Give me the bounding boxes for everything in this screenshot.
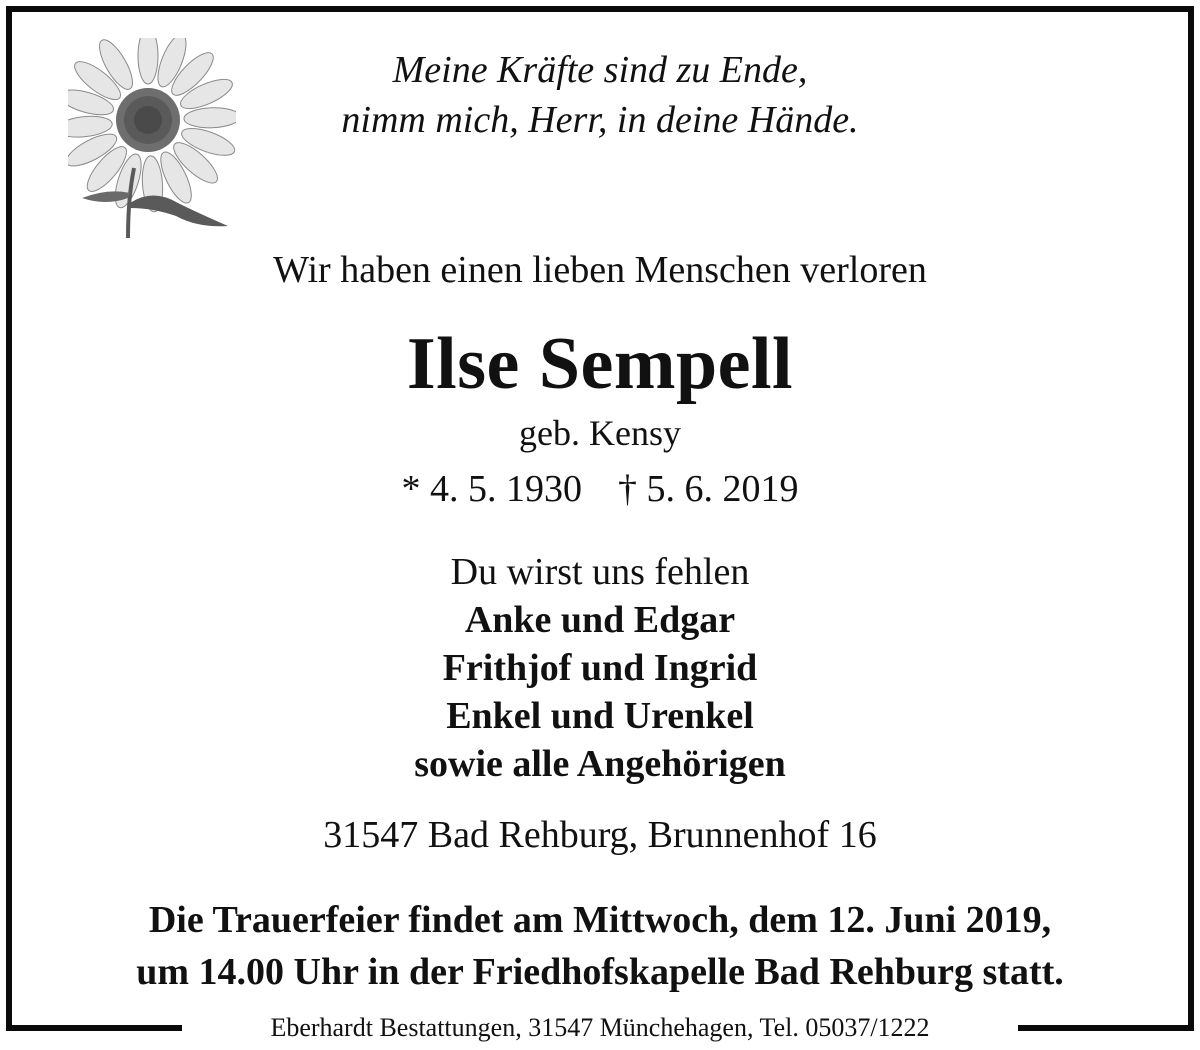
life-dates [0, 467, 1200, 511]
intro-text: Wir haben einen lieben Menschen verloren [273, 249, 927, 291]
mourner-name: Enkel und Urenkel [446, 695, 754, 737]
mourner-name: Frithjof und Ingrid [442, 647, 758, 689]
address: 31547 Bad Rehburg, Brunnenhof 16 [323, 814, 877, 856]
mourners-lead: Du wirst uns fehlen [450, 551, 750, 593]
death-date: † 5. 6. 2019 [618, 468, 799, 510]
mourner-name: Anke und Edgar [464, 599, 736, 641]
funeral-home-footer: Eberhardt Bestattungen, 31547 Münchehagen, Tel. 05037/1222 [270, 1013, 930, 1042]
service-line-2: um 14.00 Uhr in der Friedhofskapelle Bad Rehburg statt. [136, 951, 1064, 993]
verse-line-2: nimm mich, Herr, in deine Hände. [341, 99, 859, 141]
verse-line-1: Meine Kräfte sind zu Ende, [392, 49, 808, 91]
birth-date: * 4. 5. 1930 [401, 468, 582, 510]
deceased-name: Ilse Sempell [406, 323, 794, 405]
service-line-1: Die Trauerfeier findet am Mittwoch, dem 12. Juni 2019, [148, 899, 1052, 941]
birth-name: geb. Kensy [519, 413, 681, 453]
mourner-name: sowie alle Angehörigen [414, 743, 786, 785]
